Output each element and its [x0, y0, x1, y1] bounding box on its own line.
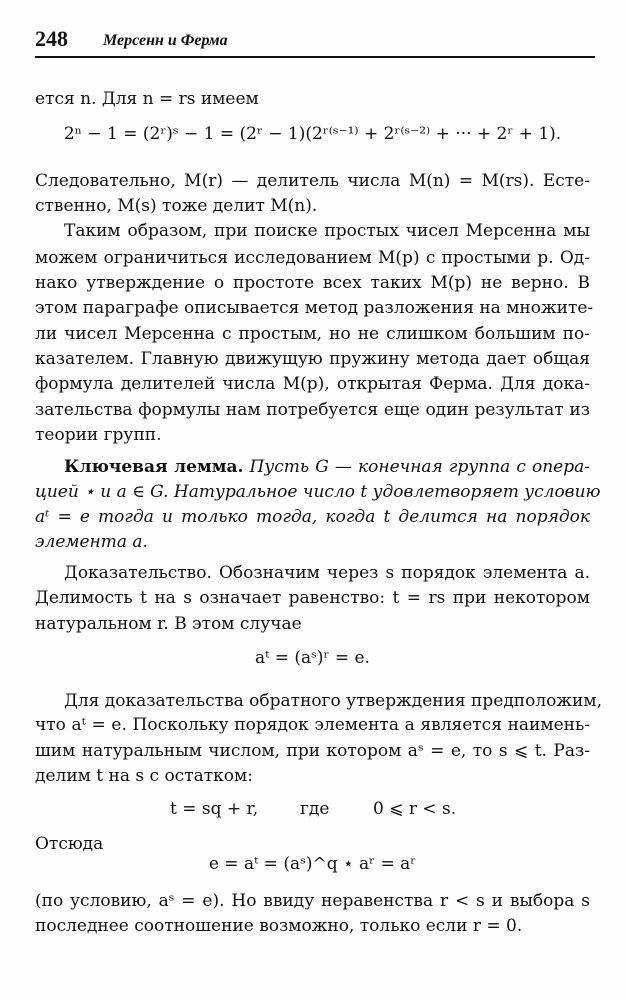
paragraph-first-line: Таким образом, при поиске простых чисел Мерсенна мы	[64, 221, 590, 241]
paragraph-first-line: Для доказательства обратного утверждения предположим,	[64, 691, 602, 711]
text-line: теории групп.	[35, 425, 162, 445]
text-line: натуральном r. В этом случае	[35, 614, 302, 634]
running-title: Мерсенн и Ферма	[103, 32, 228, 49]
proof-first-line: Доказательство. Обозначим через s порядок элемента a.	[64, 563, 590, 583]
equation-result: e = aᵗ = (aˢ)^q ⋆ aʳ = aʳ	[208, 854, 417, 874]
text-line: Отсюда	[35, 834, 104, 854]
text-line: казателем. Главную движущую пружину метода дает общая	[35, 349, 590, 369]
equation-order: aᵗ = (aˢ)ʳ = e.	[255, 648, 370, 668]
text-line: зательства формулы нам потребуется еще один результат из	[35, 400, 590, 420]
text-line: формула делителей числа M(p), открытая Ферма. Для дока-	[35, 374, 590, 394]
text-line: этом параграфе описывается метод разложения на множите-	[35, 298, 594, 318]
text-line: ется n. Для n = rs имеем	[35, 89, 259, 109]
lemma-line: aᵗ = e тогда и только тогда, когда t делится на порядок	[35, 507, 590, 527]
text-line: Делимость t на s означает равенство: t = rs при некотором	[35, 588, 590, 608]
equation-division: t = sq + r,	[170, 799, 259, 819]
text-line: нако утверждение о простоте всех таких M(p) не верно. В	[35, 273, 590, 293]
text-line: ственно, M(s) тоже делит M(n).	[35, 196, 318, 216]
page-number: 248	[35, 26, 68, 51]
text-line: ли чисел Мерсенна с простым, но не слишком большим по-	[35, 324, 590, 344]
equation-where: где	[300, 799, 330, 819]
lemma-title: Ключевая лемма.	[64, 457, 244, 477]
text-line: делим t на s с остатком:	[35, 766, 253, 786]
lemma-first-line	[64, 459, 590, 476]
header-rule	[35, 56, 595, 58]
running-header	[35, 26, 595, 56]
lemma-line: элемента a.	[35, 532, 148, 552]
text-line: что aᵗ = e. Поскольку порядок элемента a является наимень-	[35, 715, 590, 735]
text-line: шим натуральным числом, при котором aˢ = e, то s ⩽ t. Раз-	[35, 741, 590, 761]
lemma-line: цией ⋆ и a ∈ G. Натуральное число t удовлетворяет условию	[35, 482, 601, 502]
lemma-statement: Пусть G — конечная группа с опера-	[249, 457, 591, 477]
text-line: (по условию, aˢ = e). Но ввиду неравенства r < s и выбора s	[35, 891, 590, 911]
text-line: Следовательно, M(r) — делитель числа M(n) = M(rs). Есте-	[35, 171, 590, 191]
equation-mersenne-factor: 2ⁿ − 1 = (2ʳ)ˢ − 1 = (2ʳ − 1)(2ʳ⁽ˢ⁻¹⁾ + 2ʳ⁽ˢ⁻²⁾ + ··· + 2ʳ + 1).	[63, 124, 562, 144]
text-line: можем ограничиться исследованием M(p) с простыми p. Од-	[35, 248, 590, 268]
equation-remainder: 0 ⩽ r < s.	[373, 799, 457, 819]
text-line: последнее соотношение возможно, только если r = 0.	[35, 916, 523, 936]
